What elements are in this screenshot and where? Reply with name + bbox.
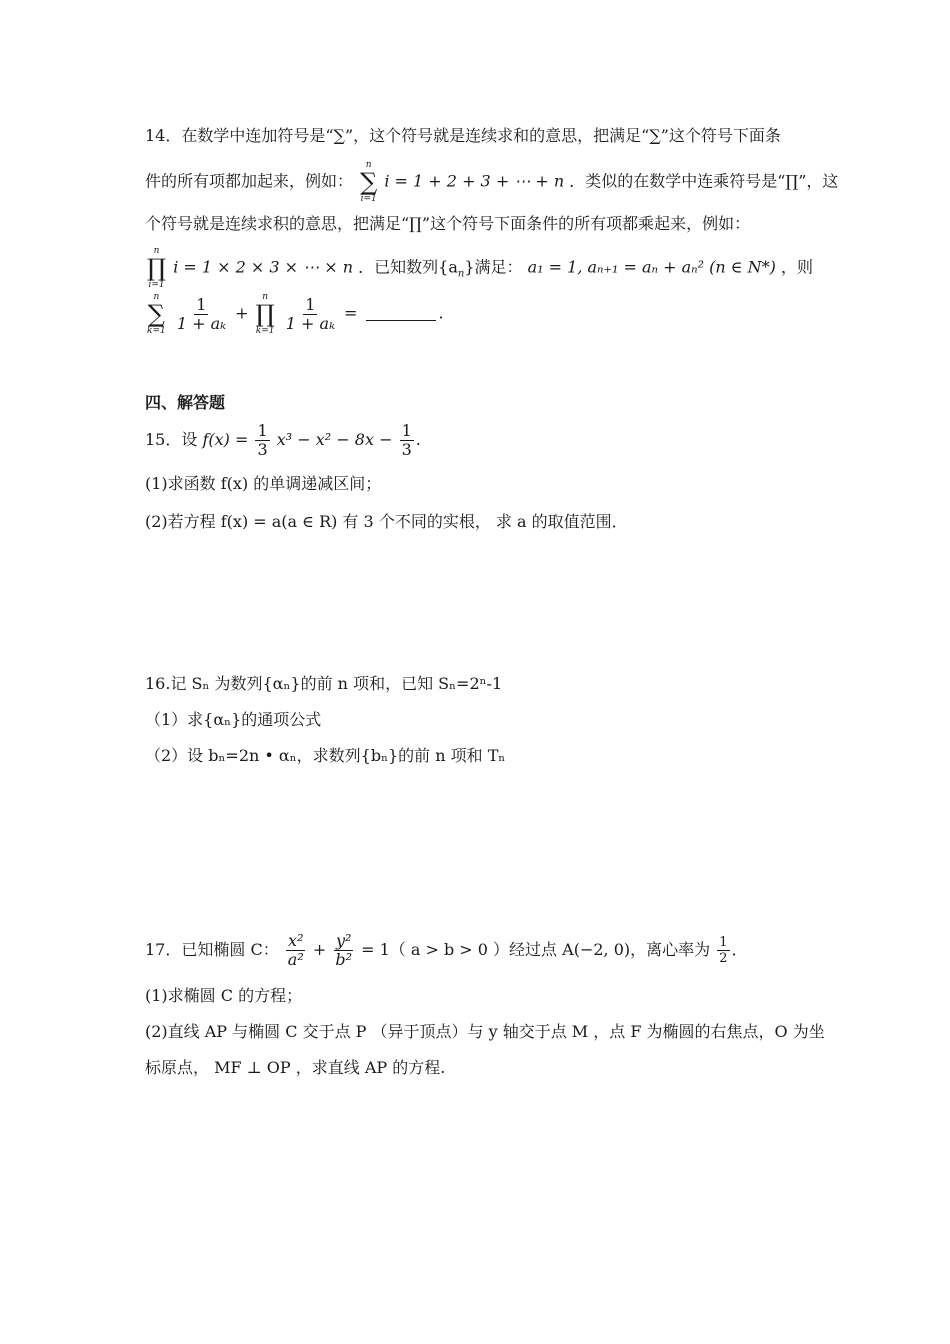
q14-line-2 (145, 160, 838, 204)
prod-symbol: ∏ (147, 254, 167, 282)
section-heading: 四、解答题 (145, 393, 226, 412)
ellipse-frac-y (333, 932, 354, 969)
q15-end: . (415, 430, 421, 449)
ellipse-frac-x-den: a² (287, 950, 304, 969)
q17-part-2-line-2: 标原点， MF ⊥ OP ，求直线 AP 的方程. (145, 1058, 446, 1077)
eccentricity-num: 1 (719, 935, 728, 950)
sum-symbol: ∑ (360, 168, 378, 196)
q17-end: ． (731, 940, 748, 959)
q15-fraction-2-den: 3 (401, 440, 412, 459)
q15-function: f(x) = (202, 430, 249, 449)
sum-upper-limit: n (365, 160, 372, 170)
q16-line-1: 16.记 Sₙ 为数列{αₙ}的前 n 项和，已知 Sₙ=2ⁿ-1 (145, 674, 503, 693)
q15-fraction-2-num: 1 (401, 421, 412, 440)
q17-part-2-line-1: (2)直线 AP 与椭圆 C 交于点 P （异于顶点）与 y 轴交于点 M ，点 F 为椭圆的右焦点，O 为坐 (145, 1022, 825, 1041)
plus-sign: + (235, 303, 249, 323)
q14-line-5 (145, 292, 444, 336)
q15-fraction-1 (255, 422, 269, 459)
sum-lower-limit: i=1 (360, 194, 377, 204)
answer-blank[interactable] (366, 320, 436, 321)
summation-operator (360, 160, 377, 204)
q16-part-1: （1）求{αₙ}的通项公式 (145, 710, 322, 729)
q14-line-4-mid: ．已知数列{a (358, 257, 458, 277)
product-expression: i = 1 × 2 × 3 × ⋯ × n (173, 257, 354, 277)
q17-condition: = 1（ a > b > 0 ）经过点 A(−2, 0)，离心率为 (361, 940, 711, 959)
answer-fraction-1-den: 1 + aₖ (176, 313, 226, 333)
q15-part-1: (1)求函数 f(x) 的单调递减区间； (145, 474, 382, 493)
q15-label: 15．设 (145, 430, 198, 449)
q15-line-1 (145, 422, 421, 459)
ellipse-frac-x (286, 932, 306, 969)
answer-sum-lower: k=1 (147, 326, 166, 336)
prod-upper-limit: n (153, 246, 160, 256)
q15-fraction-1-den: 3 (257, 440, 268, 459)
q17-part-1: (1)求椭圆 C 的方程； (145, 986, 303, 1005)
answer-fraction-1-num: 1 (196, 294, 207, 314)
eccentricity-den: 2 (719, 951, 728, 966)
q14-line-2-post: ．类似的在数学中连乘符号是“∏”，这 (569, 171, 839, 191)
answer-sum-operator: n ∑ k=1 (147, 292, 166, 336)
ellipse-frac-y-num: y² (335, 931, 352, 950)
answer-fraction-1 (175, 296, 228, 333)
equals-sign: = (344, 303, 358, 323)
q17-label: 17．已知椭圆 C： (145, 940, 279, 959)
ellipse-plus: + (312, 940, 327, 959)
q14-line-3: 个符号就是连续求积的意思，把满足“∏”这个符号下面条件的所有项都乘起来，例如： (145, 214, 751, 233)
answer-fraction-2: $\frac{1}{\text{1 + aₖ}}$ (285, 294, 335, 333)
sum-expression: i = 1 + 2 + 3 + ⋯ + n (384, 171, 565, 191)
answer-prod-operator: n ∏ k=1 (255, 292, 275, 336)
answer-prod-upper: n (262, 292, 269, 302)
sequence-condition: a₁ = 1, aₙ₊₁ = aₙ + aₙ² (n ∈ N*) (527, 257, 776, 277)
q14-line-4-mid2: }满足： (464, 257, 523, 277)
product-operator (147, 246, 166, 290)
q15-fraction-1-num: 1 (257, 421, 268, 440)
eccentricity-fraction (717, 935, 729, 966)
q16-part-2: （2）设 bₙ=2n • αₙ，求数列{bₙ}的前 n 项和 Tₙ (145, 746, 506, 765)
q15-polynomial: x³ − x² − 8x − (276, 430, 393, 449)
q17-line-1 (145, 932, 748, 969)
q14-line-2-pre: 件的所有项都加起来，例如： (145, 171, 354, 191)
q15-part-2: (2)若方程 f(x) = a(a ∈ R) 有 3 个不同的实根， 求 a 的取值范围． (145, 512, 628, 531)
ellipse-frac-x-num: x² (288, 931, 304, 950)
q15-fraction-2 (400, 422, 414, 459)
q14-line-1: 14．在数学中连加符号是“∑”，这个符号就是连续求和的意思，把满足“∑”这个符号下面条 (145, 126, 781, 145)
q14-end-period: . (438, 303, 444, 323)
answer-sum-upper: n (153, 292, 160, 302)
q14-line-4: n ∏ i=1 i = 1 × 2 × 3 × ⋯ × n ．已知数列$\{a_n\}$满足： a₁ = 1, aₙ₊₁ = aₙ + aₙ² (n ∈ N*) ，则 (147, 246, 814, 290)
q14-line-4-post: ，则 (781, 257, 814, 277)
answer-prod-lower: k=1 (255, 326, 275, 336)
ellipse-frac-y-den: b² (335, 950, 352, 969)
prod-lower-limit: i=1 (148, 280, 165, 290)
